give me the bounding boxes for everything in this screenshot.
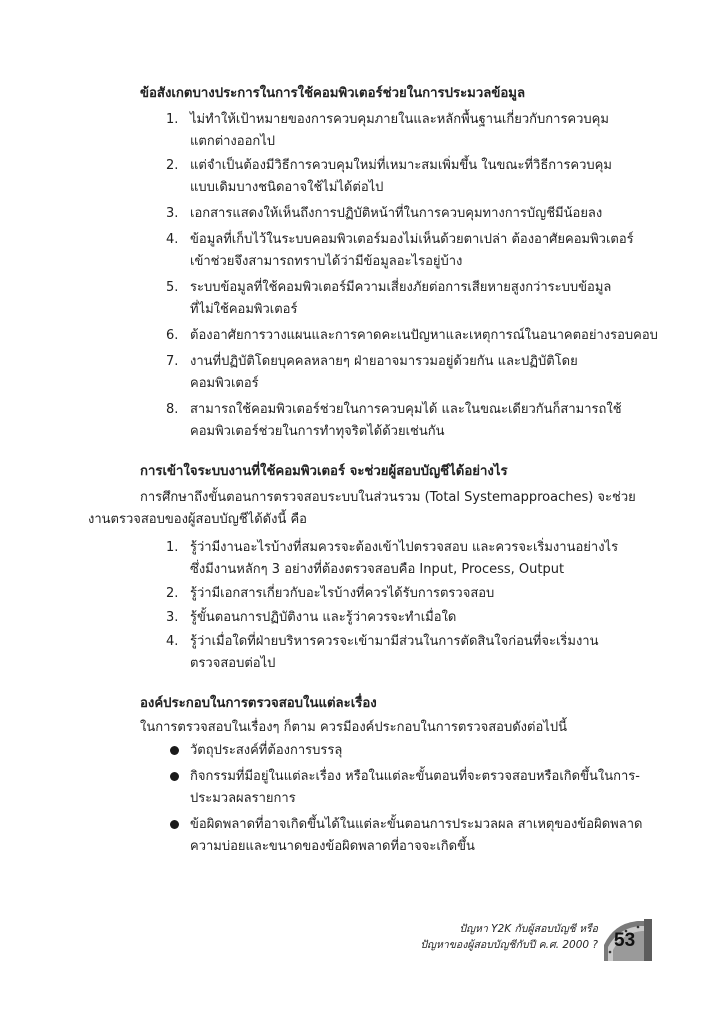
s1-item3-number: 3. (166, 206, 179, 221)
bullet-dot (170, 820, 179, 829)
section2-intro-line1: การศึกษาถึงขั้นตอนการตรวจสอบระบบในส่วนรวม (Total Systemapproaches) จะช่วย (140, 490, 636, 505)
s1-item8-line1: สามารถใช้คอมพิวเตอร์ช่วยในการควบคุมได้ และในขณะเดียวกันก็สามารถใช้ (190, 402, 622, 417)
section3-intro: ในการตรวจสอบในเรื่องๆ ก็ตาม ควรมีองค์ประกอบในการตรวจสอบดังต่อไปนี้ (140, 720, 567, 735)
s1-item1-number: 1. (166, 112, 179, 127)
section3-heading: องค์ประกอบในการตรวจสอบในแต่ละเรื่อง (140, 696, 377, 711)
bullet-dot (170, 746, 179, 755)
footer-title-line1: ปัญหา Y2K กับผู้สอบบัญชี หรือ (459, 923, 598, 935)
s3-bullet1-line1: วัตถุประสงค์ที่ต้องการบรรลุ (190, 743, 343, 758)
s2-item1-line1: รู้ว่ามีงานอะไรบ้างที่สมควรจะต้องเข้าไปตรวจสอบ และควรจะเริ่มงานอย่างไร (190, 540, 619, 555)
s2-item4-number: 4. (166, 634, 179, 649)
s1-item6-line1: ต้องอาศัยการวางแผนและการคาดคะเนปัญหาและเหตุการณ์ในอนาคตอย่างรอบคอบ (190, 328, 658, 343)
s2-item4-line2: ตรวจสอบต่อไป (190, 656, 276, 671)
s2-item3-number: 3. (166, 610, 179, 625)
s2-item2-number: 2. (166, 586, 179, 601)
s1-item4-number: 4. (166, 232, 179, 247)
s2-item1-line2: ซึ่งมีงานหลักๆ 3 อย่างที่ต้องตรวจสอบคือ Input, Process, Output (190, 562, 565, 577)
s1-item4-line1: ข้อมูลที่เก็บไว้ในระบบคอมพิวเตอร์มองไม่เห็นด้วยตาเปล่า ต้องอาศัยคอมพิวเตอร์ (190, 232, 634, 247)
s3-bullet2-line2: ประมวลผลรายการ (190, 791, 296, 806)
s3-bullet3-line1: ข้อผิดพลาดที่อาจเกิดขึ้นได้ในแต่ละขั้นตอนการประมวลผล สาเหตุของข้อผิดพลาด (190, 817, 643, 832)
s1-item8-number: 8. (166, 402, 179, 417)
s1-item4-line2: เข้าช่วยจึงสามารถทราบได้ว่ามีข้อมูลอะไรอยู่บ้าง (190, 254, 463, 269)
s1-item5-line1: ระบบข้อมูลที่ใช้คอมพิวเตอร์มีความเสี่ยงภัยต่อการเสียหายสูงกว่าระบบข้อมูล (190, 280, 612, 295)
s1-item5-line2: ที่ไม่ใช้คอมพิวเตอร์ (190, 302, 298, 317)
s1-item1-line1: ไม่ทำให้เป้าหมายของการควบคุมภายในและหลักพื้นฐานเกี่ยวกับการควบคุม (190, 112, 609, 127)
bullet-dot (170, 772, 179, 781)
s3-bullet3-line2: ความบ่อยและขนาดของข้อผิดพลาดที่อาจจะเกิดขึ้น (190, 839, 475, 854)
s1-item6-number: 6. (166, 328, 179, 343)
s1-item7-number: 7. (166, 354, 179, 369)
s1-item5-number: 5. (166, 280, 179, 295)
s1-item3-line1: เอกสารแสดงให้เห็นถึงการปฏิบัติหน้าที่ในการควบคุมทางการบัญชีมีน้อยลง (190, 206, 603, 221)
s1-item8-line2: คอมพิวเตอร์ช่วยในการทำทุจริตได้ด้วยเช่นกัน (190, 424, 445, 439)
s2-item2-line1: รู้ว่ามีเอกสารเกี่ยวกับอะไรบ้างที่ควรได้รับการตรวจสอบ (190, 586, 495, 601)
s1-item7-line2: คอมพิวเตอร์ (190, 376, 259, 391)
s1-item2-number: 2. (166, 158, 179, 173)
s1-item1-line2: แตกต่างออกไป (190, 134, 276, 149)
section2-heading: การเข้าใจระบบงานที่ใช้คอมพิวเตอร์ จะช่วยผู้สอบบัญชีได้อย่างไร (140, 464, 508, 479)
section1-heading: ข้อสังเกตบางประการในการใช้คอมพิวเตอร์ช่วยในการประมวลข้อมูล (140, 86, 526, 101)
s2-item3-line1: รู้ขั้นตอนการปฏิบัติงาน และรู้ว่าควรจะทำเมื่อใด (190, 610, 457, 625)
s1-item2-line1: แต่จำเป็นต้องมีวิธีการควบคุมใหม่ที่เหมาะสมเพิ่มขึ้น ในขณะที่วิธีการควบคุม (190, 158, 612, 173)
s2-item1-number: 1. (166, 540, 179, 555)
s1-item7-line1: งานที่ปฏิบัติโดยบุคคลหลายๆ ฝ่ายอาจมารวมอยู่ด้วยกัน และปฏิบัติโดย (190, 354, 578, 369)
s2-item4-line1: รู้ว่าเมื่อใดที่ฝ่ายบริหารควรจะเข้ามามีส่วนในการตัดสินใจก่อนที่จะเริ่มงาน (190, 634, 599, 649)
page-number: 53 (614, 930, 636, 951)
s1-item2-line2: แบบเดิมบางชนิดอาจใช้ไม่ได้ต่อไป (190, 180, 384, 195)
section2-intro-line2: งานตรวจสอบของผู้สอบบัญชีได้ดังนี้ คือ (88, 512, 307, 527)
footer-title-line2: ปัญหาของผู้สอบบัญชีกับปี ค.ศ. 2000 ? (420, 939, 598, 951)
s3-bullet2-line1: กิจกรรมที่มีอยู่ในแต่ละเรื่อง หรือในแต่ละขั้นตอนที่จะตรวจสอบหรือเกิดขึ้นในการ- (190, 769, 640, 784)
